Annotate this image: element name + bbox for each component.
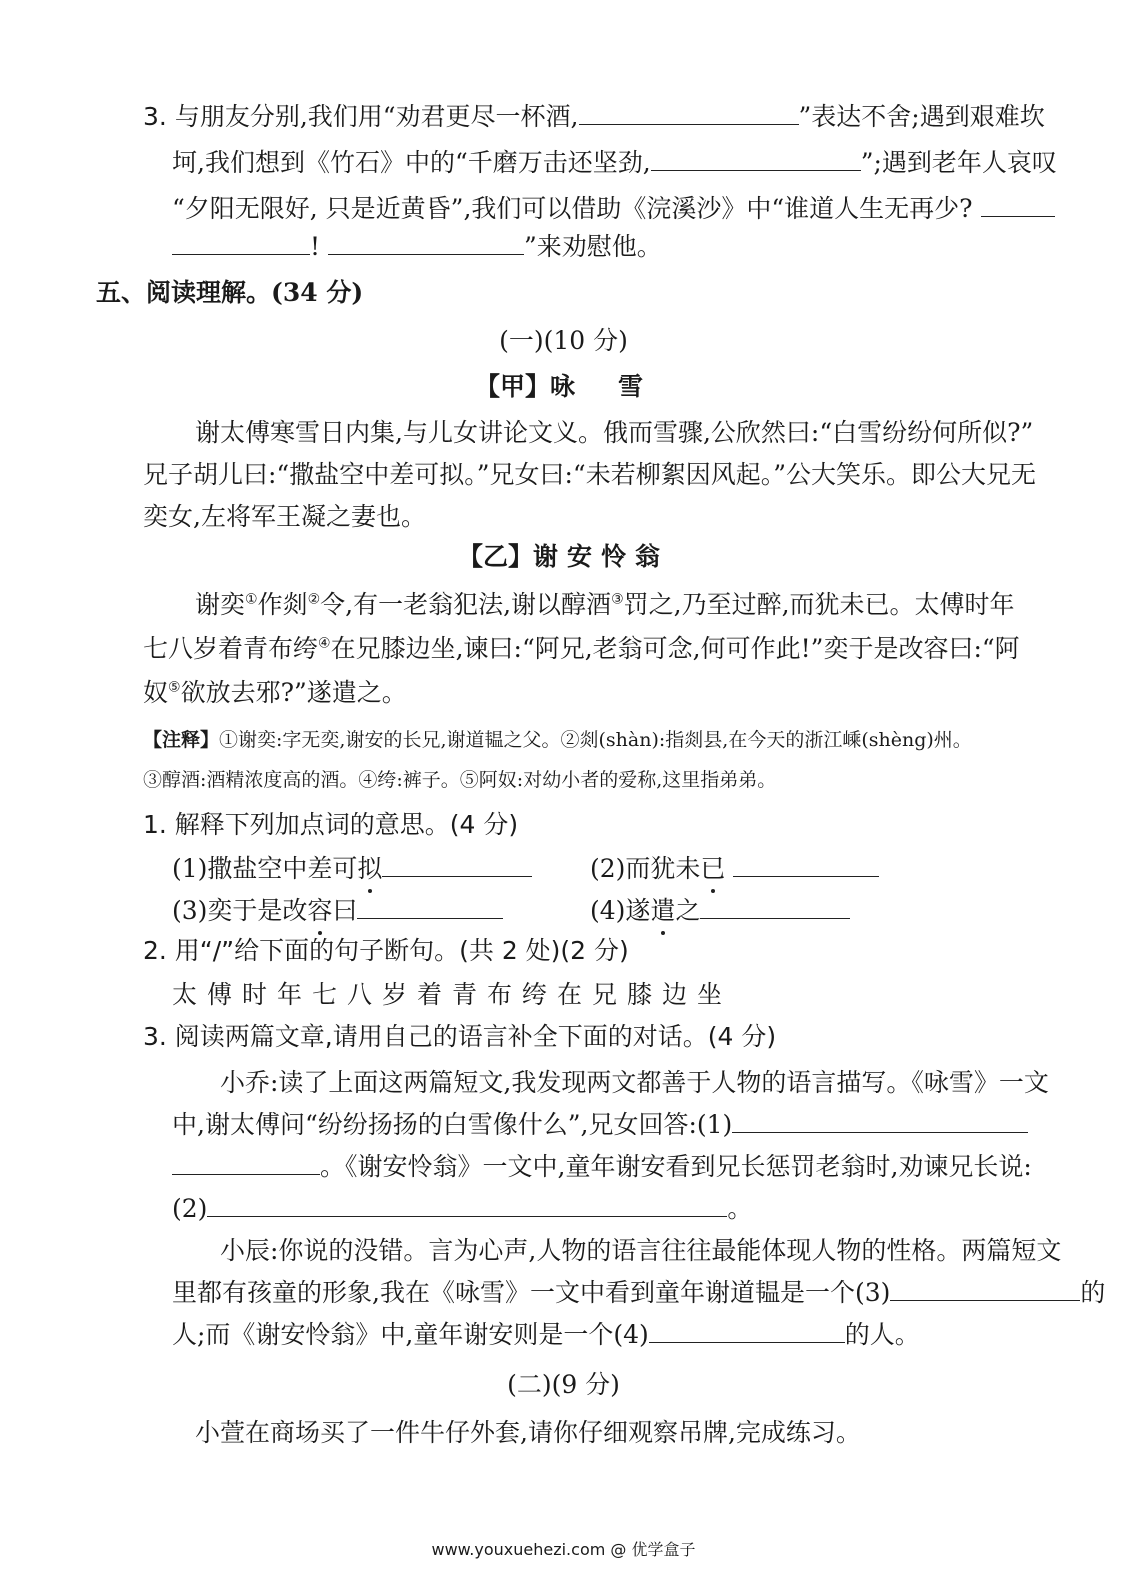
notes-line: ③醇酒:酒精浓度高的酒。④绔:裤子。⑤阿奴:对幼小者的爱称,这里指弟弟。 (143, 769, 777, 791)
notes-text: ①谢奕:字无奕,谢安的长兄,谢道韫之父。②剡(shàn):指剡县,在今天的浙江嵊(shèng)州。 (219, 729, 972, 751)
poetry-line (172, 230, 662, 264)
dialogue-text: 的人。 (844, 1320, 920, 1349)
answer-blank[interactable] (172, 230, 310, 255)
answer-blank[interactable] (700, 894, 850, 919)
q1-item-text: (4)遂 (590, 896, 651, 925)
poetry-question (143, 100, 1045, 134)
answer-blank[interactable] (207, 1192, 727, 1217)
q1-item-2 (590, 852, 879, 886)
jia-paragraph-line: 奕女,左将军王凝之妻也。 (143, 502, 426, 531)
yi-text: 作剡 (257, 590, 308, 619)
jia-title-text: 咏 雪 (550, 372, 653, 401)
dialogue-line (172, 1108, 1028, 1142)
answer-blank[interactable] (733, 852, 879, 877)
part2-intro: 小萱在商场买了一件牛仔外套,请你仔细观察吊牌,完成练习。 (195, 1418, 861, 1447)
section-title: 五、阅读理解。(34 分) (96, 278, 364, 307)
dialogue-text: 人;而《谢安怜翁》中,童年谢安则是一个(4) (172, 1320, 649, 1349)
poetry-text: ”;遇到老年人哀叹 (860, 148, 1057, 177)
dotted-word: 已 (700, 852, 725, 886)
dotted-word: 容 (307, 894, 332, 928)
dialogue-text: 的 (1080, 1278, 1106, 1307)
q1-item-3 (172, 894, 503, 928)
poetry-text: ! (310, 232, 321, 261)
q1-item-4 (590, 894, 850, 928)
dialogue-text: 。 (727, 1194, 753, 1223)
poetry-text: ”来劝慰他。 (524, 232, 662, 261)
yi-text: 七八岁着青布绔 (143, 634, 319, 663)
answer-blank[interactable] (172, 1150, 320, 1175)
question-title: 2. 用“/”给下面的句子断句。(共 2 处)(2 分) (143, 936, 629, 965)
dialogue-line: 小辰:你说的没错。言为心声,人物的语言往往最能体现人物的性格。两篇短文 (220, 1236, 1062, 1265)
dialogue-line (172, 1192, 752, 1226)
question-title: 3. 阅读两篇文章,请用自己的语言补全下面的对话。(4 分) (143, 1022, 777, 1051)
poetry-text: ”表达不舍;遇到艰难坎 (798, 102, 1045, 131)
footnote-marker: ⑤ (168, 679, 181, 696)
answer-blank[interactable] (651, 146, 861, 171)
jia-paragraph-line: 谢太傅寒雪日内集,与儿女讲论文义。俄而雪骤,公欣然曰:“白雪纷纷何所似?” (195, 418, 1034, 447)
yi-text: 在兄膝边坐,谏曰:“阿兄,老翁可念,何可作此!”奕于是改容曰:“阿 (330, 634, 1020, 663)
yi-title (0, 540, 1127, 574)
q1-item-text: (2)而犹未 (590, 854, 701, 883)
poetry-line (172, 192, 1055, 226)
footnote-marker: ③ (611, 591, 624, 608)
dialogue-line (172, 1150, 1032, 1184)
yi-title-text: 谢安怜翁 (533, 542, 670, 571)
dialogue-text: 中,谢太傅问“纷纷扬扬的白雪像什么”,兄女回答:(1) (172, 1110, 733, 1139)
answer-blank[interactable] (357, 894, 503, 919)
notes-line (143, 726, 972, 754)
footnote-marker: ① (245, 591, 258, 608)
answer-blank[interactable] (649, 1318, 845, 1343)
q1-item-text: (3)奕于是改 (172, 896, 308, 925)
yi-paragraph-line (143, 632, 1020, 666)
q1-item-text: (1)撒盐空中差可 (172, 854, 358, 883)
q1-item-text: 之 (675, 896, 701, 925)
answer-blank[interactable] (732, 1108, 1028, 1133)
dialogue-text: 里都有孩童的形象,我在《咏雪》一文中看到童年谢道韫是一个(3) (172, 1278, 891, 1307)
q1-item-1 (172, 852, 532, 886)
question-title: 1. 解释下列加点词的意思。(4 分) (143, 810, 519, 839)
question-number: 3. (143, 102, 167, 131)
yi-paragraph-line (143, 676, 407, 710)
poetry-text: “夕阳无限好, 只是近黄昏”,我们可以借助《浣溪沙》中“谁道人生无再少? (172, 194, 973, 223)
yi-text: 罚之,乃至过醉,而犹未已。太傅时年 (623, 590, 1015, 619)
notes-label: 【注释】 (143, 729, 220, 751)
footer-watermark: www.youxuehezi.com @ 优学盒子 (431, 1540, 696, 1559)
part-heading: (二)(9 分) (507, 1370, 620, 1399)
answer-blank[interactable] (579, 100, 799, 125)
yi-label: 【乙】 (457, 542, 533, 571)
dialogue-text: 。《谢安怜翁》一文中,童年谢安看到兄长惩罚老翁时,劝谏兄长说: (320, 1152, 1032, 1181)
answer-blank[interactable] (981, 192, 1055, 217)
q1-item-text: 曰 (332, 896, 358, 925)
answer-blank[interactable] (890, 1276, 1080, 1301)
jia-label: 【甲】 (474, 372, 550, 401)
answer-blank[interactable] (328, 230, 524, 255)
dialogue-line (172, 1318, 920, 1352)
dialogue-line (172, 1276, 1105, 1310)
yi-text: 欲放去邪?”遂遣之。 (180, 678, 407, 707)
jia-paragraph-line: 兄子胡儿曰:“撒盐空中差可拟。”兄女曰:“未若柳絮因风起。”公大笑乐。即公大兄无 (143, 460, 1036, 489)
poetry-line (172, 146, 1057, 180)
jia-title (0, 370, 1127, 404)
punctuation-sentence[interactable]: 太傅时年七八岁着青布绔在兄膝边坐 (172, 980, 733, 1009)
yi-text: 令,有一老翁犯法,谢以醇酒 (320, 590, 612, 619)
dotted-word: 拟 (357, 852, 382, 886)
footnote-marker: ② (307, 591, 321, 608)
poetry-text: 坷,我们想到《竹石》中的“千磨万击还坚劲, (172, 148, 651, 177)
yi-paragraph-line (195, 588, 1015, 622)
dialogue-line: 小乔:读了上面这两篇短文,我发现两文都善于人物的语言描写。《咏雪》一文 (220, 1068, 1049, 1097)
dialogue-text: (2) (172, 1194, 208, 1223)
yi-text: 谢奕 (195, 590, 246, 619)
footnote-marker: ④ (318, 635, 331, 652)
dotted-word: 遣 (650, 894, 675, 928)
yi-text: 奴 (143, 678, 169, 707)
part-heading: (一)(10 分) (499, 326, 628, 355)
answer-blank[interactable] (382, 852, 532, 877)
poetry-text: 与朋友分别,我们用“劝君更尽一杯酒, (174, 102, 579, 131)
